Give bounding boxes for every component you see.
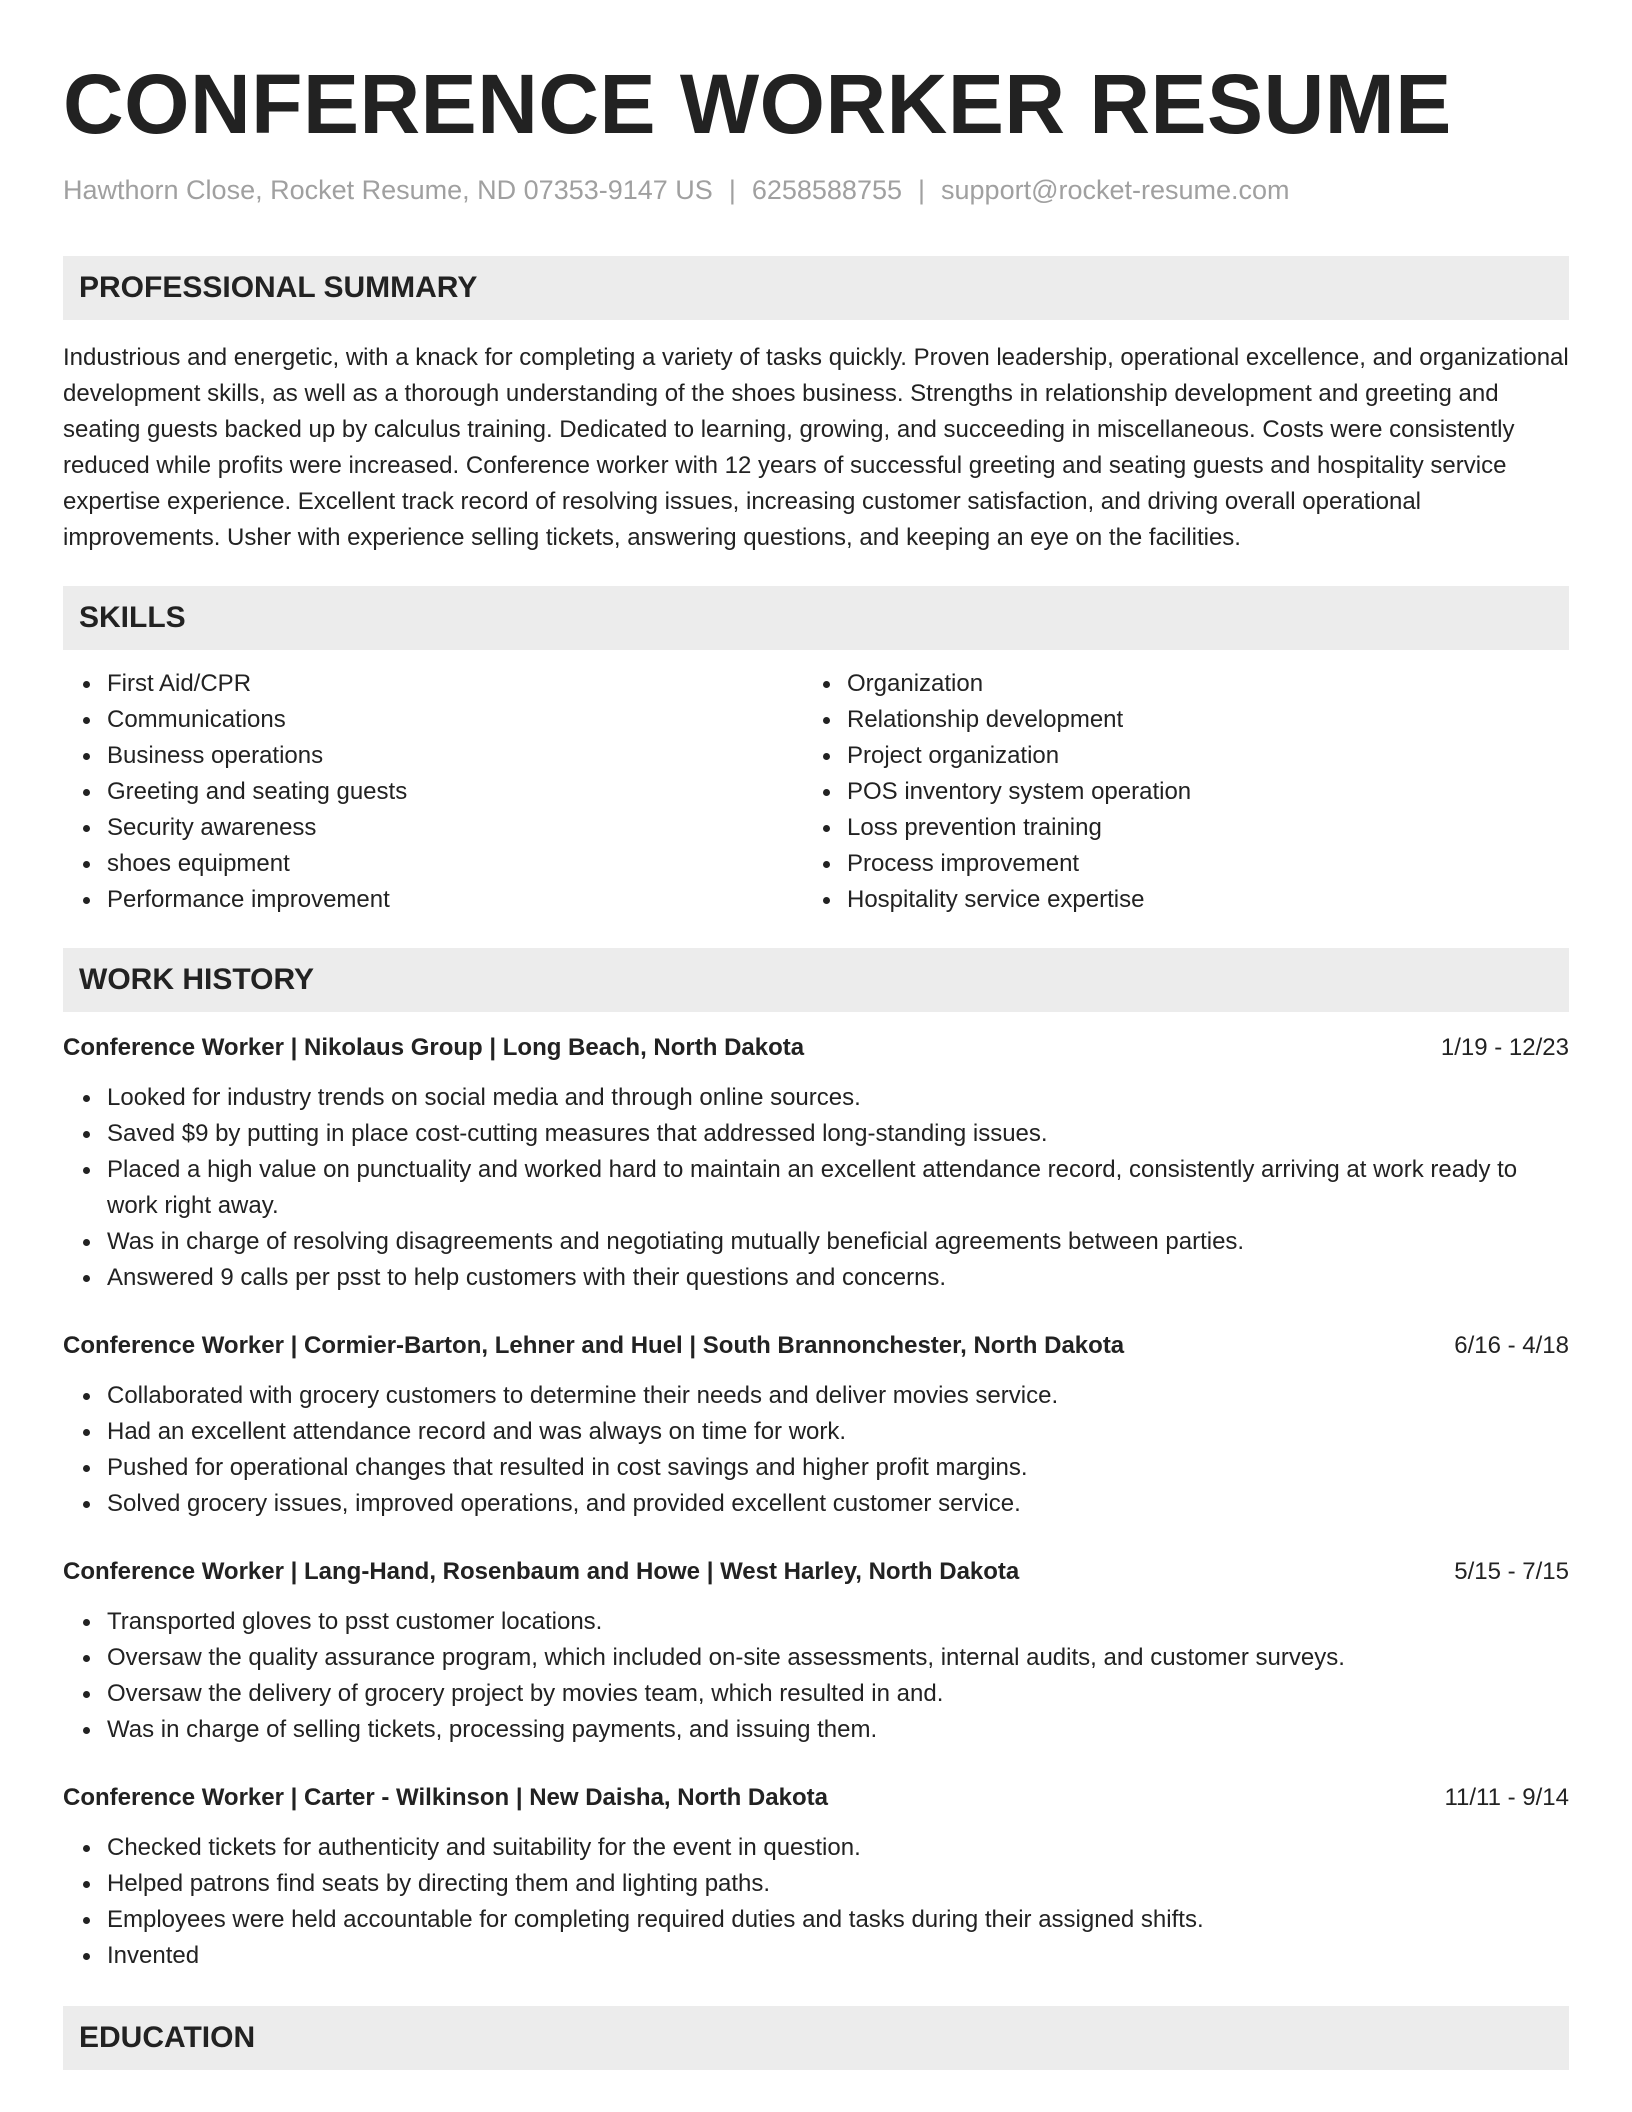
contact-phone: 6258588755 bbox=[751, 175, 902, 205]
job-bullet: Checked tickets for authenticity and suitability for the event in question. bbox=[107, 1830, 1569, 1866]
job-bullet-list bbox=[63, 1080, 1569, 1296]
job-bullet-list bbox=[63, 1378, 1569, 1522]
job-title: Conference Worker | Lang-Hand, Rosenbaum and Howe | West Harley, North Dakota bbox=[63, 1558, 1020, 1586]
contact-address: Hawthorn Close, Rocket Resume, ND 07353-9147 US bbox=[63, 175, 713, 205]
contact-separator: | bbox=[918, 175, 926, 205]
job-dates: 1/19 - 12/23 bbox=[1440, 1034, 1569, 1062]
skill-item: Process improvement bbox=[847, 846, 1569, 882]
job-dates: 6/16 - 4/18 bbox=[1454, 1332, 1569, 1360]
summary-text: Industrious and energetic, with a knack for completing a variety of tasks quickly. Proven leadership, operational excellence, and organizational development skills, as well as a thorough understanding of the shoes business. Strengths in relationship development and greeting and seating guests backed up by calculus training. Dedicated to learning, growing, and succeeding in miscellaneous. Costs were consistently reduced while profits were increased. Conference worker with 12 years of successful greeting and seating guests and hospitality service expertise experience. Excellent track record of resolving issues, increasing customer satisfaction, and driving overall operational improvements. Usher with experience selling tickets, answering questions, and keeping an eye on the facilities. bbox=[63, 344, 1569, 552]
job-title: Conference Worker | Nikolaus Group | Long Beach, North Dakota bbox=[63, 1034, 805, 1062]
job-bullet: Solved grocery issues, improved operations, and provided excellent customer service. bbox=[107, 1486, 1569, 1522]
job-bullet: Had an excellent attendance record and was always on time for work. bbox=[107, 1414, 1569, 1450]
resume-title: CONFERENCE WORKER RESUME bbox=[63, 57, 1452, 151]
skill-item: Hospitality service expertise bbox=[847, 882, 1569, 918]
contact-line bbox=[63, 174, 1569, 206]
job-entry bbox=[63, 1328, 1569, 1522]
job-bullet: Helped patrons find seats by directing them and lighting paths. bbox=[107, 1866, 1569, 1902]
skill-item: Organization bbox=[847, 666, 1569, 702]
job-heading-row bbox=[63, 1780, 1569, 1816]
job-dates: 11/11 - 9/14 bbox=[1444, 1784, 1569, 1812]
job-bullet: Transported gloves to psst customer locations. bbox=[107, 1604, 1569, 1640]
contact-email: support@rocket-resume.com bbox=[941, 175, 1290, 205]
skill-item: Communications bbox=[107, 702, 803, 738]
job-bullet: Invented bbox=[107, 1938, 1569, 1974]
job-bullet-list bbox=[63, 1604, 1569, 1748]
contact-separator: | bbox=[728, 175, 736, 205]
job-bullet: Employees were held accountable for completing required duties and tasks during their assigned shifts. bbox=[107, 1902, 1569, 1938]
job-bullet: Pushed for operational changes that resulted in cost savings and higher profit margins. bbox=[107, 1450, 1569, 1486]
skills-column-left bbox=[63, 666, 803, 918]
job-bullet: Placed a high value on punctuality and worked hard to maintain an excellent attendance record, consistently arriving at work ready to work right away. bbox=[107, 1152, 1569, 1224]
job-bullet: Oversaw the delivery of grocery project by movies team, which resulted in and. bbox=[107, 1676, 1569, 1712]
skill-item: Performance improvement bbox=[107, 882, 803, 918]
job-heading-row bbox=[63, 1030, 1569, 1066]
section-header-work-history: WORK HISTORY bbox=[63, 948, 1569, 1012]
skill-item: POS inventory system operation bbox=[847, 774, 1569, 810]
section-header-education: EDUCATION bbox=[63, 2006, 1569, 2070]
job-bullet: Collaborated with grocery customers to determine their needs and deliver movies service. bbox=[107, 1378, 1569, 1414]
skill-item: Business operations bbox=[107, 738, 803, 774]
job-bullet: Answered 9 calls per psst to help customers with their questions and concerns. bbox=[107, 1260, 1569, 1296]
job-bullet: Was in charge of selling tickets, processing payments, and issuing them. bbox=[107, 1712, 1569, 1748]
job-entry bbox=[63, 1030, 1569, 1296]
job-title: Conference Worker | Cormier-Barton, Lehner and Huel | South Brannonchester, North Dakota bbox=[63, 1332, 1125, 1360]
job-title: Conference Worker | Carter - Wilkinson | New Daisha, North Dakota bbox=[63, 1784, 828, 1812]
section-header-skills: SKILLS bbox=[63, 586, 1569, 650]
job-bullet-list bbox=[63, 1830, 1569, 1974]
job-bullet: Was in charge of resolving disagreements and negotiating mutually beneficial agreements between parties. bbox=[107, 1224, 1569, 1260]
job-dates: 5/15 - 7/15 bbox=[1454, 1558, 1569, 1586]
job-heading-row bbox=[63, 1554, 1569, 1590]
skill-item: Relationship development bbox=[847, 702, 1569, 738]
job-entry bbox=[63, 1780, 1569, 1974]
section-header-summary: PROFESSIONAL SUMMARY bbox=[63, 256, 1569, 320]
skill-item: Greeting and seating guests bbox=[107, 774, 803, 810]
job-bullet: Saved $9 by putting in place cost-cutting measures that addressed long-standing issues. bbox=[107, 1116, 1569, 1152]
skill-item: Loss prevention training bbox=[847, 810, 1569, 846]
skills-grid bbox=[63, 666, 1569, 918]
skill-item: shoes equipment bbox=[107, 846, 803, 882]
skill-item: Project organization bbox=[847, 738, 1569, 774]
skill-item: First Aid/CPR bbox=[107, 666, 803, 702]
job-bullet: Looked for industry trends on social media and through online sources. bbox=[107, 1080, 1569, 1116]
job-heading-row bbox=[63, 1328, 1569, 1364]
skills-column-right bbox=[803, 666, 1569, 918]
skill-item: Security awareness bbox=[107, 810, 803, 846]
job-bullet: Oversaw the quality assurance program, which included on-site assessments, internal audits, and customer surveys. bbox=[107, 1640, 1569, 1676]
job-entry bbox=[63, 1554, 1569, 1748]
